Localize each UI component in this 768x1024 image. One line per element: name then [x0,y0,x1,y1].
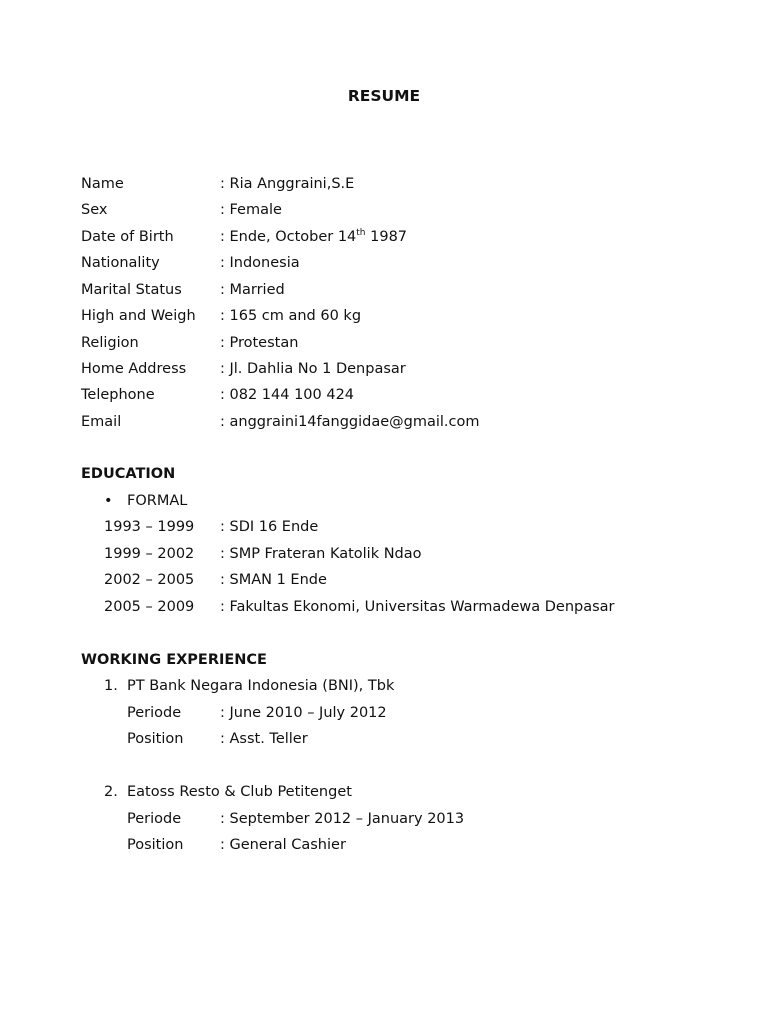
info-label: Religion [81,335,139,351]
education-years: 1993 – 1999 [104,519,195,535]
info-label: Date of Birth [81,229,174,245]
position-label: Position [127,837,184,853]
dob-year: 1987 [365,229,408,245]
education-school: : SMP Frateran Katolik Ndao [220,546,422,562]
education-subheading: FORMAL [127,493,188,509]
periode-label: Periode [127,705,182,721]
ordinal-suffix: th [356,228,366,239]
info-label: Sex [81,202,108,218]
info-value: : Ria Anggraini,S.E [220,176,355,192]
info-label: High and Weigh [81,308,196,324]
periode-value: : September 2012 – January 2013 [220,811,465,827]
info-value: : Indonesia [220,255,300,271]
education-years: 2005 – 2009 [104,599,195,615]
info-label: Telephone [81,387,155,403]
job-company: PT Bank Negara Indonesia (BNI), Tbk [127,678,395,694]
info-label: Marital Status [81,282,182,298]
job-company: Eatoss Resto & Club Petitenget [127,784,352,800]
education-years: 1999 – 2002 [104,546,195,562]
experience-heading: WORKING EXPERIENCE [81,652,267,668]
education-school: : SDI 16 Ende [220,519,319,535]
education-school: : SMAN 1 Ende [220,572,327,588]
periode-label: Periode [127,811,182,827]
periode-value: : June 2010 – July 2012 [220,705,387,721]
position-value: : General Cashier [220,837,346,853]
document-title: RESUME [347,87,421,105]
info-value: : 082 144 100 424 [220,387,355,403]
dob-value: : Ende, October 14 [220,229,357,245]
info-value: : Jl. Dahlia No 1 Denpasar [220,361,406,377]
education-school: : Fakultas Ekonomi, Universitas Warmadewa Denpasar [220,599,615,615]
job-number: 1. [104,678,118,694]
info-label: Name [81,176,124,192]
bullet-icon: • [104,493,113,509]
job-number: 2. [104,784,118,800]
info-label: Nationality [81,255,160,271]
info-value: : Female [220,202,282,218]
info-value: : Married [220,282,285,298]
info-value: : 165 cm and 60 kg [220,308,362,324]
position-label: Position [127,731,184,747]
info-value [220,227,407,247]
education-years: 2002 – 2005 [104,572,195,588]
position-value: : Asst. Teller [220,731,308,747]
info-value: : Protestan [220,335,299,351]
education-heading: EDUCATION [81,466,176,482]
info-label: Home Address [81,361,187,377]
info-label: Email [81,414,122,430]
info-value: : anggraini14fanggidae@gmail.com [220,414,480,430]
